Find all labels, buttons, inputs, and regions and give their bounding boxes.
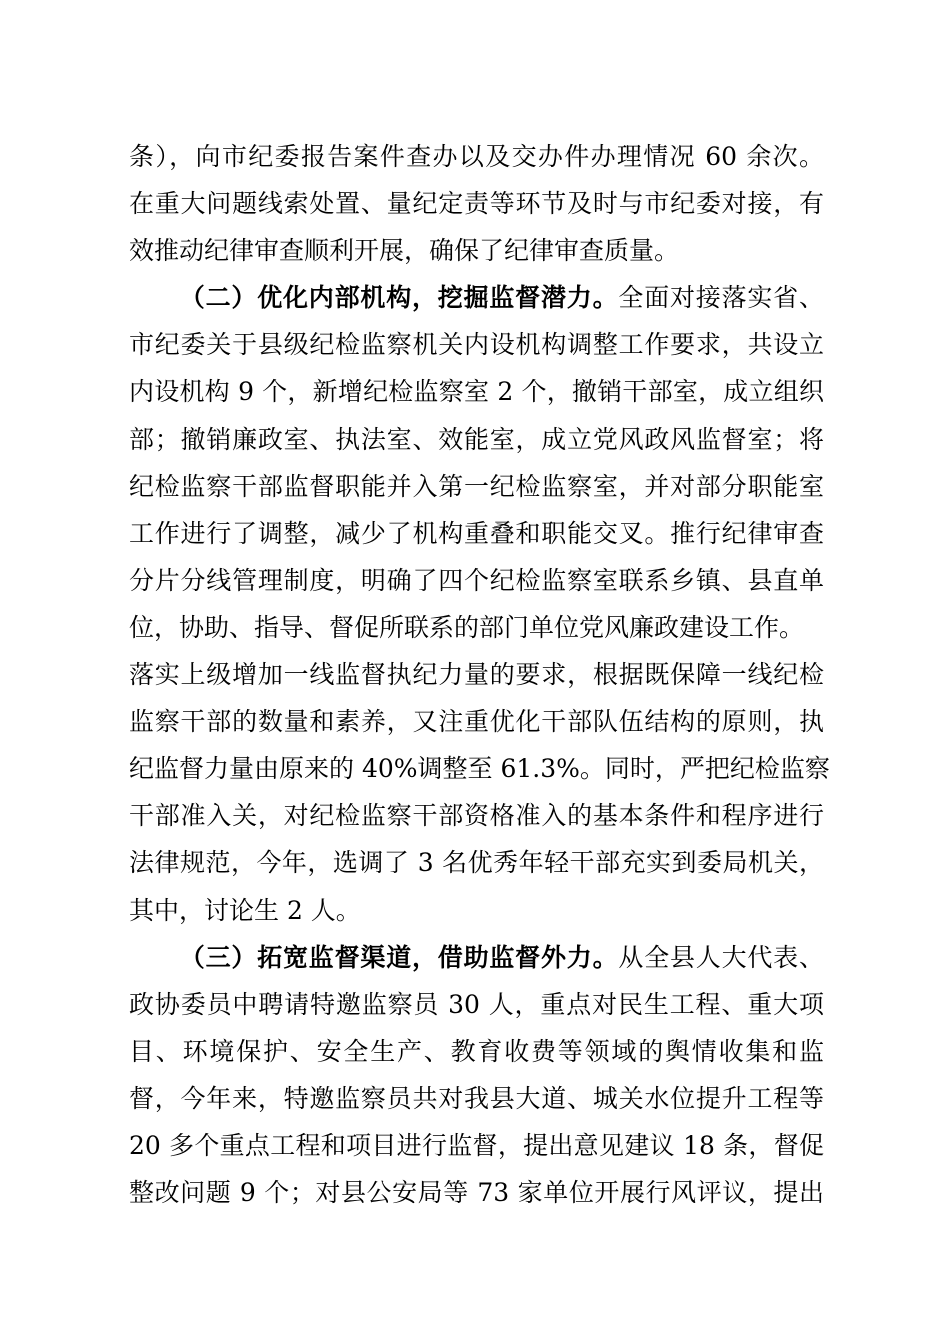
text-line: 整改问题 9 个；对县公安局等 73 家单位开展行风评议，提出 bbox=[129, 1178, 824, 1208]
text-line: 纪检监察干部监督职能并入第一纪检监察室，并对部分职能室 bbox=[129, 471, 824, 501]
text-line: 效推动纪律审查顺利开展，确保了纪律审查质量。 bbox=[129, 236, 680, 266]
paragraph-1 bbox=[129, 133, 824, 274]
text-line: 督，今年来，特邀监察员共对我县大道、城关水位提升工程等 bbox=[129, 1083, 824, 1113]
text-line: 分片分线管理制度，明确了四个纪检监察室联系乡镇、县直单 bbox=[129, 565, 824, 595]
text-line: 目、环境保护、安全生产、教育收费等领域的舆情收集和监 bbox=[129, 1036, 824, 1066]
text-run: 从全县人大代表、 bbox=[618, 942, 824, 972]
paragraph-first-line bbox=[129, 934, 824, 981]
text-line: 干部准入关，对纪检监察干部资格准入的基本条件和程序进行 bbox=[129, 801, 824, 831]
text-line: 部；撤销廉政室、执法室、效能室，成立党风政风监督室；将 bbox=[129, 424, 824, 454]
text-line: 条），向市纪委报告案件查办以及交办件办理情况 60 余次。 bbox=[129, 142, 824, 171]
text-line: 其中，讨论生 2 人。 bbox=[129, 895, 361, 925]
text-line: 内设机构 9 个，新增纪检监察室 2 个，撤销干部室，成立组织 bbox=[129, 377, 824, 407]
text-line: 在重大问题线索处置、量纪定责等环节及时与市纪委对接，有 bbox=[129, 189, 824, 219]
text-run: 全面对接落实省、 bbox=[618, 283, 824, 313]
text-line: 落实上级增加一线监督执纪力量的要求，根据既保障一线纪检 bbox=[129, 660, 824, 690]
text-line: 位，协助、指导、督促所联系的部门单位党风廉政建设工作。 bbox=[129, 612, 805, 642]
text-line: 法律规范，今年，选调了 3 名优秀年轻干部充实到委局机关， bbox=[129, 848, 824, 878]
text-line: 市纪委关于县级纪检监察机关内设机构调整工作要求，共设立 bbox=[129, 330, 824, 360]
text-line: 纪监督力量由原来的 40%调整至 61.3%。同时，严把纪检监察 bbox=[129, 754, 830, 784]
document-page bbox=[129, 133, 830, 1216]
text-line: 20 多个重点工程和项目进行监督，提出意见建议 18 条，督促 bbox=[129, 1130, 824, 1160]
paragraph-3 bbox=[129, 934, 824, 1217]
paragraph-2 bbox=[129, 274, 830, 933]
text-line: 政协委员中聘请特邀监察员 30 人，重点对民生工程、重大项 bbox=[129, 989, 824, 1019]
paragraph-first-line bbox=[129, 274, 824, 321]
text-line: 监察干部的数量和素养，又注重优化干部队伍结构的原则，执 bbox=[129, 707, 824, 737]
text-line: 工作进行了调整，减少了机构重叠和职能交叉。推行纪律审查 bbox=[129, 518, 824, 548]
section-heading: （二）优化内部机构，挖掘监督潜力。 bbox=[179, 283, 619, 313]
section-heading: （三）拓宽监督渠道，借助监督外力。 bbox=[179, 942, 619, 972]
